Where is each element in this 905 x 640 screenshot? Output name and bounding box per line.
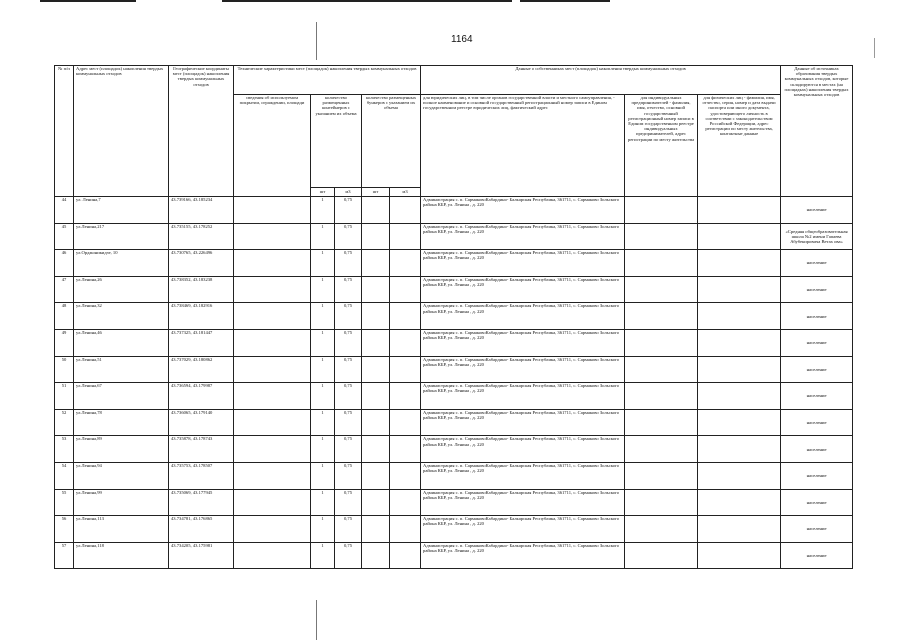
row-coating: [234, 489, 311, 516]
row-owner-individual: [698, 383, 781, 410]
table-row: [55, 409, 853, 436]
row-owner-individual: [698, 276, 781, 303]
row-bunker-volume: [390, 542, 421, 569]
row-bunker-volume: [390, 409, 421, 436]
row-number: 48: [55, 303, 74, 330]
row-owner-individual: [698, 489, 781, 516]
row-address: ул.Ленина,51: [74, 356, 169, 383]
row-waste-source: население: [781, 436, 853, 463]
row-number: 51: [55, 383, 74, 410]
row-waste-source: население: [781, 383, 853, 410]
table-row: [55, 542, 853, 569]
row-owner-individual: [698, 356, 781, 383]
row-address: ул.Ленина,89: [74, 436, 169, 463]
row-coordinates: 43.734781, 43.176865: [169, 516, 234, 543]
row-coating: [234, 542, 311, 569]
row-owner-legal: Администрация с. п. СармаковоКабардино- Балкарская Республика, 361711, с. Сармаково Зольского района КБР, ул. Ленина , д. 220: [421, 462, 625, 489]
row-number: 44: [55, 197, 74, 224]
row-number: 47: [55, 276, 74, 303]
row-bunker-volume: [390, 329, 421, 356]
row-owner-entrepreneur: [625, 436, 698, 463]
header-tech: Технические характеристики мест (площадок) накопления твердых коммунальных отходов: [234, 66, 421, 95]
row-bunker-count: [362, 303, 390, 330]
row-container-count: 1: [311, 516, 335, 543]
row-owner-entrepreneur: [625, 303, 698, 330]
row-bunker-count: [362, 542, 390, 569]
table-row: [55, 303, 853, 330]
row-coating: [234, 276, 311, 303]
row-bunker-count: [362, 383, 390, 410]
row-coordinates: 43.737029, 43.180862: [169, 356, 234, 383]
row-container-count: 1: [311, 276, 335, 303]
row-coordinates: 43.735753, 43.178507: [169, 462, 234, 489]
table-row: [55, 489, 853, 516]
scan-line-vertical-bottom: [316, 600, 317, 640]
row-bunker-volume: [390, 250, 421, 277]
table-row: [55, 383, 853, 410]
row-coating: [234, 303, 311, 330]
row-container-volume: 0,75: [335, 436, 362, 463]
row-address: ул.Ленина,99: [74, 489, 169, 516]
row-owner-entrepreneur: [625, 542, 698, 569]
row-coating: [234, 250, 311, 277]
row-bunker-count: [362, 329, 390, 356]
row-waste-source: население: [781, 303, 853, 330]
row-address: ул.Ленина,26: [74, 276, 169, 303]
row-owner-legal: Администрация с. п. СармаковоКабардино- Балкарская Республика, 361711, с. Сармаково Зольского района КБР, ул. Ленина , д. 220: [421, 276, 625, 303]
row-owner-legal: Администрация с. п. СармаковоКабардино- Балкарская Республика, 361711, с. Сармаково Зольского района КБР, ул. Ленина , д. 220: [421, 356, 625, 383]
header-unit-m3: м3: [390, 188, 421, 197]
row-container-volume: 0,75: [335, 329, 362, 356]
row-bunker-count: [362, 436, 390, 463]
row-coordinates: 43.735878, 43.178743: [169, 436, 234, 463]
row-number: 46: [55, 250, 74, 277]
row-owner-individual: [698, 462, 781, 489]
row-owner-individual: [698, 197, 781, 224]
row-owner-legal: Администрация с. п. СармаковоКабардино- Балкарская Республика, 361711, с. Сармаково Зольского района КБР, ул. Ленина , д. 220: [421, 329, 625, 356]
page-number: 1164: [451, 34, 473, 45]
row-coordinates: 43.737325, 43.181447: [169, 329, 234, 356]
header-individual: для физических лиц - фамилия, имя, отчество, серия, номер и дата выдачи паспорта или иного документа, удостоверяющего личность в соответствии с законодательством Российской Федерации, адрес регистрации по месту жительства, контактные данные: [698, 95, 781, 197]
row-bunker-count: [362, 489, 390, 516]
row-address: ул.Ленина,113: [74, 516, 169, 543]
row-container-volume: 0,75: [335, 409, 362, 436]
waste-sites-register-table: [54, 65, 853, 569]
row-owner-legal: Администрация с. п. СармаковоКабардино- Балкарская Республика, 361711, с. Сармаково Зольского района КБР, ул. Ленина , д. 220: [421, 303, 625, 330]
row-container-count: 1: [311, 542, 335, 569]
row-owner-entrepreneur: [625, 356, 698, 383]
row-container-volume: 0,75: [335, 276, 362, 303]
row-container-volume: 0,75: [335, 250, 362, 277]
row-owner-individual: [698, 329, 781, 356]
row-container-count: 1: [311, 462, 335, 489]
row-waste-source: «Средняя общеобразовательная школа №2 имени Гапаева Абубекировича Ветах ова»: [781, 223, 853, 250]
row-waste-source: население: [781, 356, 853, 383]
row-owner-individual: [698, 436, 781, 463]
table-row: [55, 516, 853, 543]
row-address: ул.Ленина,46: [74, 329, 169, 356]
row-number: 50: [55, 356, 74, 383]
row-number: 57: [55, 542, 74, 569]
header-containers: количество размещенных контейнеров с указанием их объема: [311, 95, 362, 188]
header-unit-pcs: шт: [362, 188, 390, 197]
row-owner-entrepreneur: [625, 516, 698, 543]
row-coating: [234, 329, 311, 356]
row-owner-individual: [698, 542, 781, 569]
row-address: ул.Ленина,217: [74, 223, 169, 250]
row-container-volume: 0,75: [335, 356, 362, 383]
header-unit-pcs: шт: [311, 188, 335, 197]
row-owner-legal: Администрация с. п. СармаковоКабардино- Балкарская Республика, 361711, с. Сармаково Зольского района КБР, ул. Ленина , д. 220: [421, 516, 625, 543]
header-bunkers: количество размещенных бункеров с указанием их объема: [362, 95, 421, 188]
row-owner-entrepreneur: [625, 462, 698, 489]
table-row: [55, 250, 853, 277]
row-waste-source: население: [781, 409, 853, 436]
row-number: 56: [55, 516, 74, 543]
row-owner-individual: [698, 516, 781, 543]
table-row: [55, 197, 853, 224]
row-bunker-count: [362, 276, 390, 303]
row-container-volume: 0,75: [335, 489, 362, 516]
header-legal: для юридических лиц, в том числе органов государственной власти и местного самоуправления, - полное наименование и основной государственный регистрационный номер записи в Едином государственном реестре юридических лиц, фактический адрес: [421, 95, 625, 197]
row-bunker-volume: [390, 197, 421, 224]
row-container-volume: 0,75: [335, 462, 362, 489]
row-waste-source: население: [781, 542, 853, 569]
row-owner-legal: Администрация с. п. СармаковоКабардино- Балкарская Республика, 361711, с. Сармаково Зольского района КБР, ул. Ленина , д. 220: [421, 197, 625, 224]
row-coating: [234, 516, 311, 543]
row-coating: [234, 383, 311, 410]
row-owner-legal: Администрация с. п. СармаковоКабардино- Балкарская Республика, 361711, с. Сармаково Зольского района КБР, ул. Ленина , д. 220: [421, 250, 625, 277]
row-container-volume: 0,75: [335, 383, 362, 410]
row-owner-entrepreneur: [625, 489, 698, 516]
scan-line-top-mid: [222, 0, 512, 2]
row-address: ул.Орджоникидзе, 10: [74, 250, 169, 277]
row-number: 49: [55, 329, 74, 356]
row-waste-source: население: [781, 329, 853, 356]
row-container-volume: 0,75: [335, 542, 362, 569]
row-owner-entrepreneur: [625, 197, 698, 224]
row-waste-source: население: [781, 250, 853, 277]
header-num: № п/п: [55, 66, 74, 197]
row-coordinates: 43.736065, 43.179140: [169, 409, 234, 436]
row-waste-source: население: [781, 197, 853, 224]
row-bunker-volume: [390, 356, 421, 383]
row-number: 52: [55, 409, 74, 436]
row-waste-source: население: [781, 516, 853, 543]
row-container-volume: 0,75: [335, 303, 362, 330]
row-owner-entrepreneur: [625, 250, 698, 277]
row-coating: [234, 409, 311, 436]
row-container-count: 1: [311, 329, 335, 356]
row-owner-legal: Администрация с. п. СармаковоКабардино- Балкарская Республика, 361711, с. Сармаково Зольского района КБР, ул. Ленина , д. 220: [421, 436, 625, 463]
row-bunker-count: [362, 516, 390, 543]
scan-line-top-right: [520, 0, 610, 2]
header-geo: Географические координаты мест (площадок) накопления твердых коммунальных отходов: [169, 66, 234, 197]
row-container-count: 1: [311, 489, 335, 516]
row-owner-entrepreneur: [625, 329, 698, 356]
row-address: ул.Ленина,118: [74, 542, 169, 569]
row-coating: [234, 223, 311, 250]
header-address: Адрес мест (площадок) накопления твердых коммунальных отходов: [74, 66, 169, 197]
row-bunker-count: [362, 223, 390, 250]
row-container-count: 1: [311, 436, 335, 463]
row-coating: [234, 356, 311, 383]
row-bunker-volume: [390, 303, 421, 330]
row-owner-legal: Администрация с. п. СармаковоКабардино- Балкарская Республика, 361711, с. Сармаково Зольского района КБР, ул. Ленина , д. 220: [421, 489, 625, 516]
scan-line-vertical-right: [874, 38, 875, 58]
row-owner-entrepreneur: [625, 223, 698, 250]
row-coating: [234, 462, 311, 489]
row-number: 55: [55, 489, 74, 516]
row-address: ул.Ленина,94: [74, 462, 169, 489]
row-coordinates: 43.735155, 43.178252: [169, 223, 234, 250]
row-owner-legal: Администрация с. п. СармаковоКабардино- Балкарская Республика, 361711, с. Сармаково Зольского района КБР, ул. Ленина , д. 220: [421, 223, 625, 250]
row-coordinates: 43.739166, 43.185234: [169, 197, 234, 224]
row-container-count: 1: [311, 223, 335, 250]
row-number: 53: [55, 436, 74, 463]
row-container-count: 1: [311, 250, 335, 277]
header-sources: Данные об источниках образования твердых коммунальных отходов, которые складируются в местах (на площадках) накопления твердых коммунальных отходов: [781, 66, 853, 197]
row-bunker-volume: [390, 489, 421, 516]
header-owners: Данные о собственниках мест (площадок) накопления твердых коммунальных отходов: [421, 66, 781, 95]
row-container-count: 1: [311, 303, 335, 330]
row-coordinates: 43.734205, 43.175981: [169, 542, 234, 569]
row-bunker-volume: [390, 436, 421, 463]
row-bunker-volume: [390, 462, 421, 489]
row-bunker-volume: [390, 276, 421, 303]
row-coordinates: 43.736594, 43.179987: [169, 383, 234, 410]
row-waste-source: население: [781, 462, 853, 489]
row-number: 54: [55, 462, 74, 489]
row-address: ул.Ленина,67: [74, 383, 169, 410]
row-waste-source: население: [781, 489, 853, 516]
row-address: ул. Ленина,7: [74, 197, 169, 224]
table-row: [55, 356, 853, 383]
row-bunker-volume: [390, 383, 421, 410]
row-bunker-volume: [390, 223, 421, 250]
row-bunker-count: [362, 356, 390, 383]
row-owner-individual: [698, 223, 781, 250]
row-container-volume: 0,75: [335, 516, 362, 543]
row-owner-legal: Администрация с. п. СармаковоКабардино- Балкарская Республика, 361711, с. Сармаково Зольского района КБР, ул. Ленина , д. 220: [421, 542, 625, 569]
row-container-count: 1: [311, 383, 335, 410]
row-coordinates: 43.730765, 43.226496: [169, 250, 234, 277]
row-owner-entrepreneur: [625, 409, 698, 436]
row-waste-source: население: [781, 276, 853, 303]
header-unit-m3: м3: [335, 188, 362, 197]
row-owner-legal: Администрация с. п. СармаковоКабардино- Балкарская Республика, 361711, с. Сармаково Зольского района КБР, ул. Ленина , д. 220: [421, 383, 625, 410]
row-container-volume: 0,75: [335, 197, 362, 224]
row-bunker-count: [362, 250, 390, 277]
row-owner-individual: [698, 409, 781, 436]
row-bunker-count: [362, 462, 390, 489]
header-coating: сведения об используемом покрытии, ограждении, площади: [234, 95, 311, 197]
row-address: ул.Ленина,32: [74, 303, 169, 330]
header-entrepreneur: для индивидуальных предпринимателей - фамилия, имя, отчество, основной государственный регистрационный номер записи в Едином государственном реестре индивидуальных предпринимателей, адрес регистрации по месту жительства: [625, 95, 698, 197]
row-coordinates: 43.735069, 43.177945: [169, 489, 234, 516]
row-owner-entrepreneur: [625, 276, 698, 303]
row-container-count: 1: [311, 197, 335, 224]
row-container-count: 1: [311, 356, 335, 383]
row-coating: [234, 197, 311, 224]
row-coordinates: 43.738352, 43.183238: [169, 276, 234, 303]
scan-line-vertical-top: [316, 22, 317, 60]
row-address: ул.Ленина,78: [74, 409, 169, 436]
table-row: [55, 276, 853, 303]
row-container-volume: 0,75: [335, 223, 362, 250]
row-coating: [234, 436, 311, 463]
row-owner-legal: Администрация с. п. СармаковоКабардино- Балкарская Республика, 361711, с. Сармаково Зольского района КБР, ул. Ленина , д. 220: [421, 409, 625, 436]
row-bunker-count: [362, 197, 390, 224]
row-owner-individual: [698, 250, 781, 277]
table-row: [55, 223, 853, 250]
table-row: [55, 436, 853, 463]
row-owner-individual: [698, 303, 781, 330]
row-bunker-volume: [390, 516, 421, 543]
row-coordinates: 43.738469, 43.182916: [169, 303, 234, 330]
row-container-count: 1: [311, 409, 335, 436]
row-bunker-count: [362, 409, 390, 436]
scan-line-top-left: [40, 0, 136, 2]
row-number: 45: [55, 223, 74, 250]
table-row: [55, 329, 853, 356]
row-owner-entrepreneur: [625, 383, 698, 410]
table-row: [55, 462, 853, 489]
